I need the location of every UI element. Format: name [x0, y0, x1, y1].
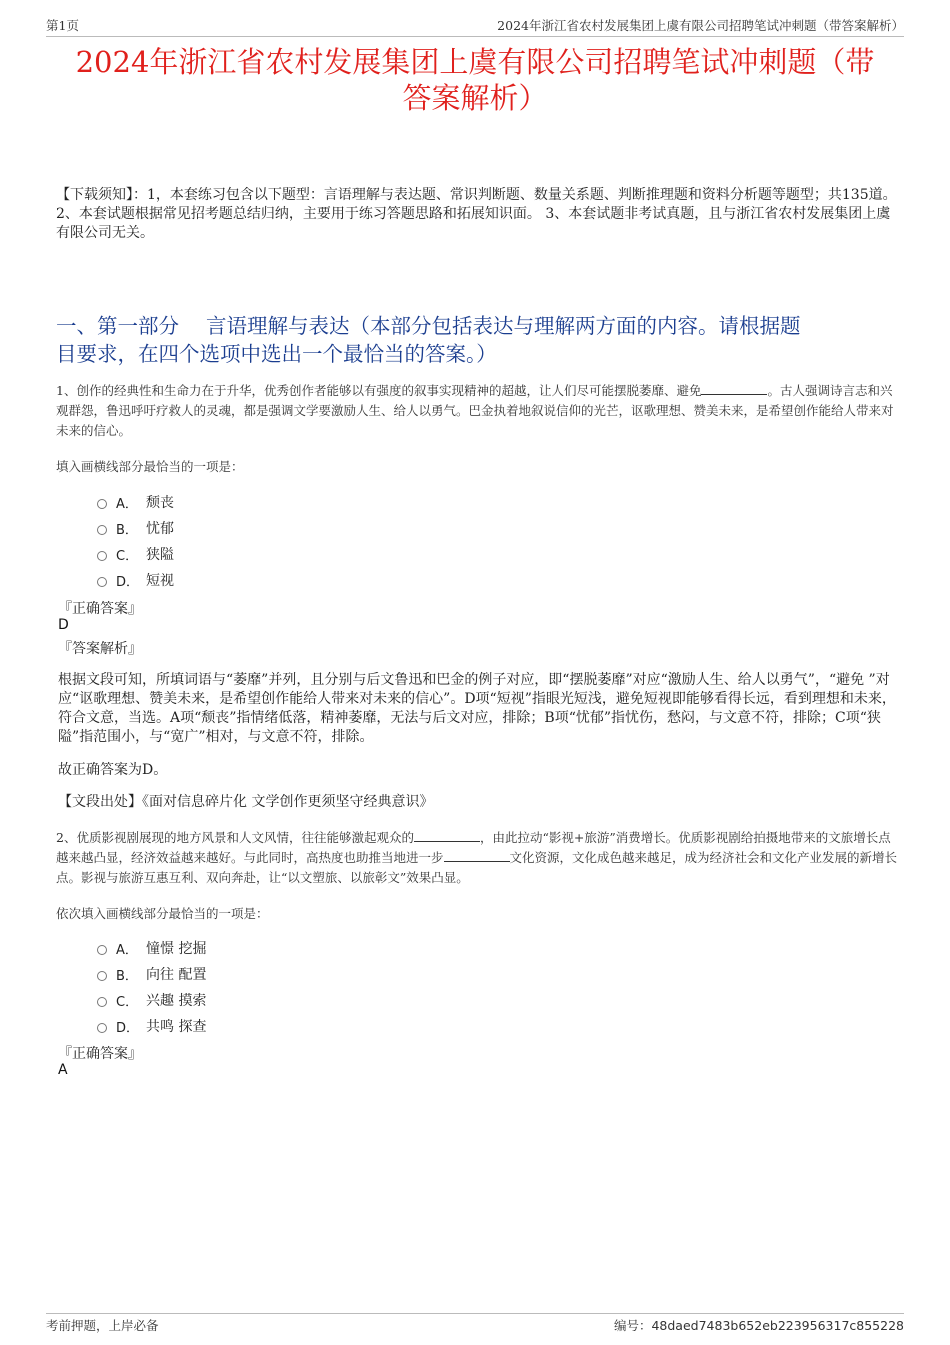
question-2-answer-label: 『正确答案』 — [58, 1046, 142, 1062]
question-2-blank-1 — [414, 829, 480, 842]
question-2-option-b[interactable] — [97, 964, 206, 984]
option-letter: C． — [116, 548, 139, 564]
radio-icon[interactable] — [97, 499, 107, 509]
question-1-source: 【文段出处】《面对信息碎片化 文学创作更须坚守经典意识》 — [58, 794, 434, 810]
option-letter: B． — [116, 968, 138, 984]
question-2-stem-text-c: 文化资源，文化成色越来越足，成为经济社会和文化产业发展的新增长点。影视与旅游互惠互利、双向奔赴，让“以文塑旅、以旅彰文”效果凸显。 — [56, 850, 898, 885]
question-1-option-b[interactable] — [97, 518, 174, 538]
radio-icon[interactable] — [97, 577, 107, 587]
page-number: 第1页 — [46, 18, 79, 33]
question-1-stem-text-a: 1、创作的经典性和生命力在于升华，优秀创作者能够以有强度的叙事实现精神的超越，让人们尽可能摆脱萎靡、避免 — [56, 383, 702, 398]
question-2-blank-2 — [444, 849, 510, 862]
question-2-option-d[interactable] — [97, 1016, 206, 1036]
option-text: 短视 — [146, 573, 174, 589]
question-1-stem-text-b: 。古人强调诗言志和兴观群怨，鲁迅呼吁疗救人的灵魂，都是强调文学要激励人生、给人以勇气。巴金执着地叙说信仰的光芒，讴歌理想、赞美未来，是希望创作能给人带来对未来的信心。 — [56, 383, 894, 438]
question-1-stem — [56, 381, 900, 441]
question-1-instruction: 填入画横线部分最恰当的一项是： — [56, 459, 244, 474]
option-letter: A． — [116, 942, 138, 958]
question-2-option-a[interactable] — [97, 938, 206, 958]
question-2-instruction: 依次填入画横线部分最恰当的一项是： — [56, 906, 269, 921]
page-title-line2: 答案解析） — [402, 81, 548, 115]
option-letter: B． — [116, 522, 138, 538]
footer-serial-code: 48daed7483b652eb223956317c855228 — [651, 1318, 904, 1333]
download-notice: 【下载须知】：1，本套练习包含以下题型：言语理解与表达题、常识判断题、数量关系题、判断推理题和资料分析题等题型；共135道。 2、本套试题根据常见招考题总结归纳，主要用于练习答题思路和拓展知识面。 3、本套试题非考试真题，且与浙江省农村发展集团上虞有限公司无关。 — [56, 187, 897, 241]
footer-slogan: 考前押题，上岸必备 — [46, 1318, 159, 1333]
radio-icon[interactable] — [97, 551, 107, 561]
section-title-line1: 一、第一部分 言语理解与表达（本部分包括表达与理解两方面的内容。请根据题 — [56, 314, 801, 338]
question-1-option-d[interactable] — [97, 570, 174, 590]
option-text: 颓丧 — [146, 495, 174, 511]
question-1-conclusion: 故正确答案为D。 — [58, 762, 168, 778]
option-text: 狭隘 — [146, 547, 174, 563]
question-2-stem-text-a: 2、优质影视剧展现的地方风景和人文风情，往往能够激起观众的 — [56, 830, 414, 845]
option-text: 共鸣 探查 — [146, 1019, 207, 1035]
page-title-line1: 2024年浙江省农村发展集团上虞有限公司招聘笔试冲刺题（带 — [75, 45, 875, 79]
radio-icon[interactable] — [97, 997, 107, 1007]
radio-icon[interactable] — [97, 971, 107, 981]
page-header — [46, 14, 904, 37]
radio-icon[interactable] — [97, 1023, 107, 1033]
option-letter: A． — [116, 496, 138, 512]
question-2-stem-text-b: ，由此拉动“影视+旅游”消费增长。优质影视剧给拍摄地带来的文旅增长点越来越凸显，经济效益越来越好。与此同时，高热度也助推当地进一步 — [56, 830, 891, 865]
option-letter: D． — [116, 1020, 140, 1036]
question-1-option-c[interactable] — [97, 544, 174, 564]
question-1-answer: D — [58, 617, 69, 633]
page-footer — [46, 1313, 904, 1334]
option-letter: D． — [116, 574, 140, 590]
question-2-option-c[interactable] — [97, 990, 206, 1010]
question-1-option-a[interactable] — [97, 492, 174, 512]
question-1-answer-label: 『正确答案』 — [58, 601, 142, 617]
page-title — [40, 44, 910, 116]
option-text: 向往 配置 — [146, 967, 207, 983]
question-1-analysis: 根据文段可知，所填词语与“萎靡”并列，且分别与后文鲁迅和巴金的例子对应，即“摆脱萎靡”对应“激励人生、给人以勇气”，“避免 ”对应“讴歌理想、赞美未来，是希望创作能给人带来对未来的信心”。D项“短视”指眼光短浅，避免短视即能够看得长远，看到理想和未来，符合文意，当选。A项“颓丧”指情绪低落，精神萎靡，无法与后文对应，排除；B项“忧郁”指忧伤，愁闷，与文意不符，排除；C项“狭隘”指范围小，与“宽广”相对，与文意不符，排除。 — [58, 672, 896, 745]
option-letter: C． — [116, 994, 139, 1010]
question-2-stem — [56, 828, 900, 888]
footer-serial — [614, 1316, 904, 1334]
header-doc-title: 2024年浙江省农村发展集团上虞有限公司招聘笔试冲刺题（带答案解析） — [497, 18, 904, 33]
footer-serial-label: 编号： — [613, 1318, 652, 1333]
question-1-blank — [701, 382, 767, 395]
question-1-analysis-label: 『答案解析』 — [58, 641, 142, 657]
question-2-answer: A — [58, 1062, 68, 1078]
option-text: 忧郁 — [146, 521, 174, 537]
section-title — [56, 312, 898, 368]
option-text: 憧憬 挖掘 — [146, 941, 207, 957]
section-title-line2: 目要求，在四个选项中选出一个最恰当的答案。） — [56, 342, 497, 366]
option-text: 兴趣 摸索 — [146, 993, 207, 1009]
radio-icon[interactable] — [97, 945, 107, 955]
radio-icon[interactable] — [97, 525, 107, 535]
